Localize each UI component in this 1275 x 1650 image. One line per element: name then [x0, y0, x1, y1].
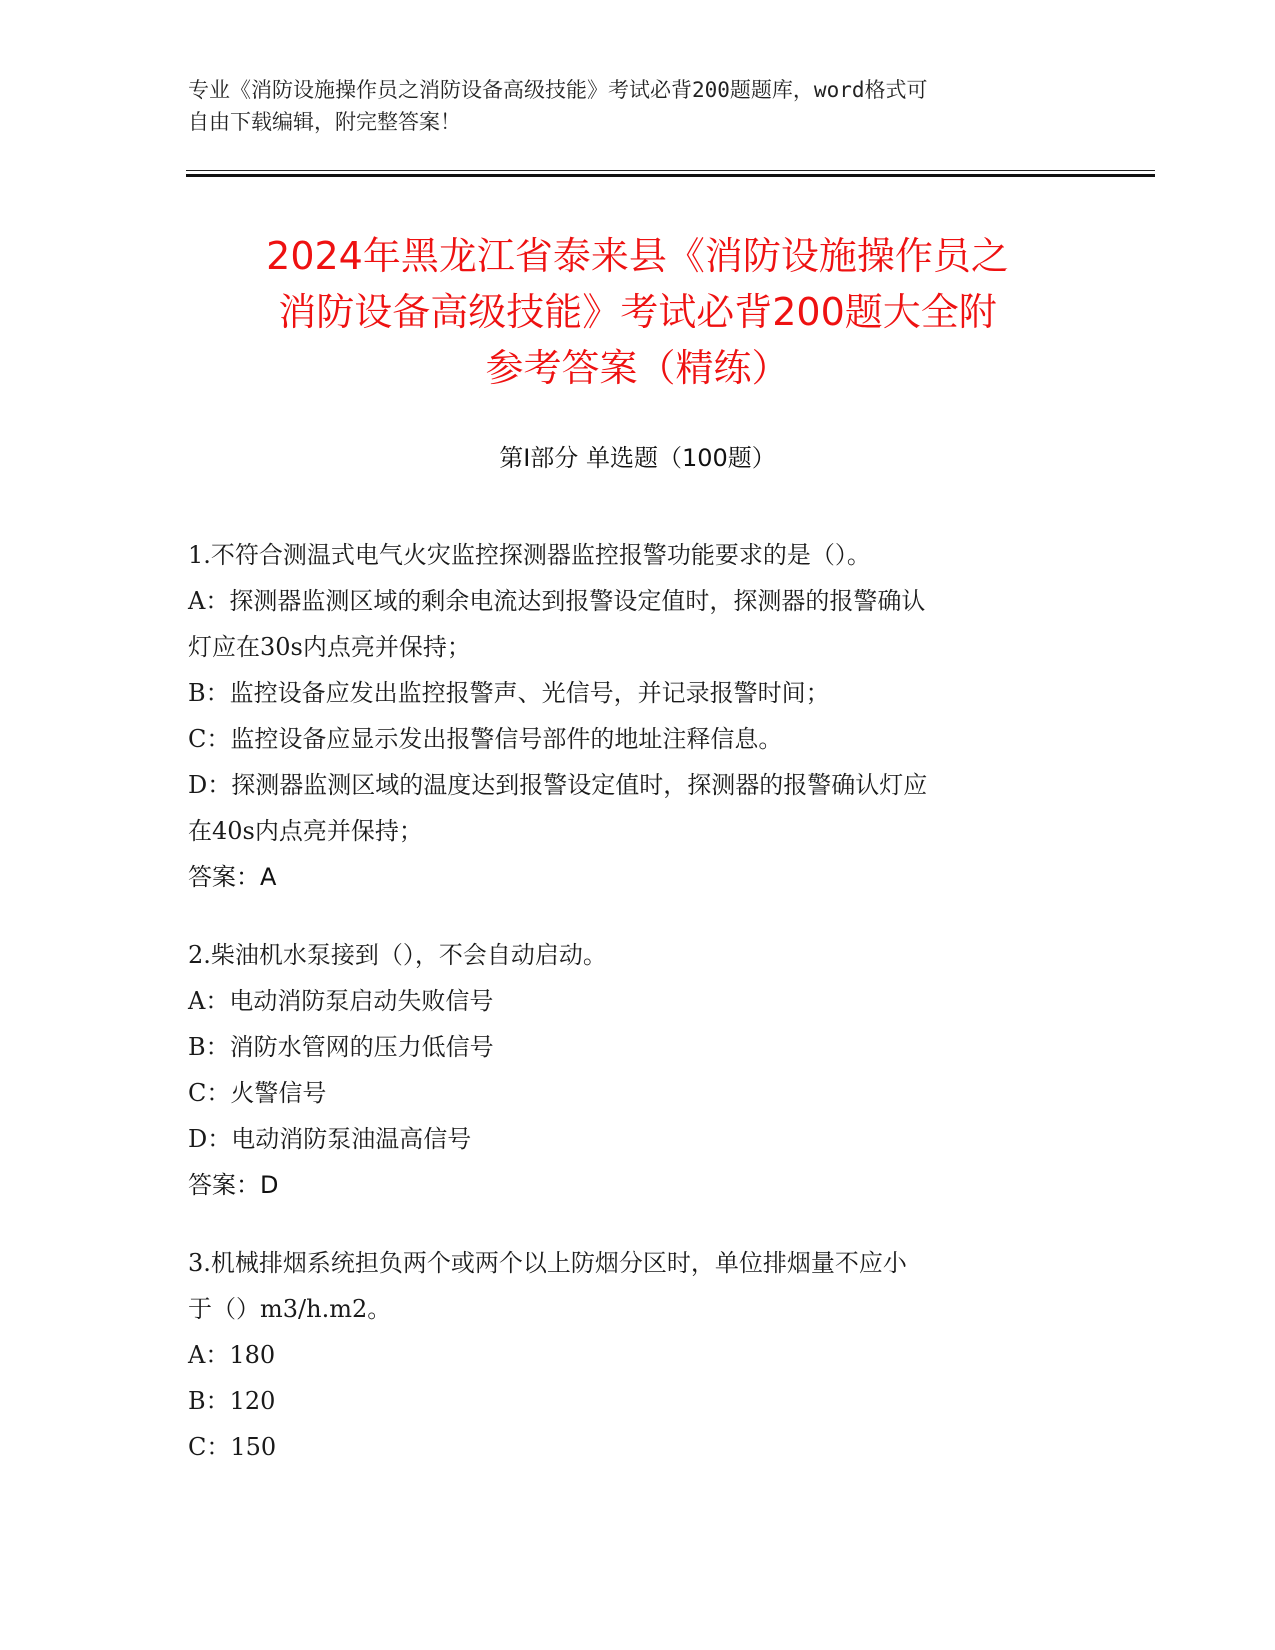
header-note: [188, 74, 1068, 138]
header-divider-thick: [186, 174, 1155, 177]
question-1: [188, 532, 1088, 900]
option-a: A：电动消防泵启动失败信号: [188, 987, 494, 1015]
option-c: C：监控设备应显示发出报警信号部件的地址注释信息。: [188, 725, 783, 753]
option-c: C：火警信号: [188, 1079, 327, 1107]
option-b: B：120: [188, 1387, 276, 1415]
document-title-line-3: 参考答案（精练）: [485, 346, 790, 390]
question-stem-continued: 于（）m3/h.m2。: [188, 1295, 392, 1323]
option-d-continued: 在40s内点亮并保持；: [188, 817, 423, 845]
question-stem: 1.不符合测温式电气火灾监控探测器监控报警功能要求的是（）。: [188, 541, 871, 569]
option-a: A：探测器监测区域的剩余电流达到报警设定值时，探测器的报警确认: [188, 587, 926, 615]
section-heading: 第Ⅰ部分 单选题（100题）: [499, 444, 776, 472]
answer-line: 答案：D: [188, 1171, 279, 1199]
header-note-line-1: 专业《消防设施操作员之消防设备高级技能》考试必背200题题库，word格式可: [188, 78, 928, 102]
question-stem: 2.柴油机水泵接到（），不会自动启动。: [188, 941, 607, 969]
option-d: D：探测器监测区域的温度达到报警设定值时，探测器的报警确认灯应: [188, 771, 928, 799]
option-b: B：消防水管网的压力低信号: [188, 1033, 494, 1061]
option-a-continued: 灯应在30s内点亮并保持；: [188, 633, 471, 661]
header-divider-thin: [186, 170, 1155, 171]
document-title: [150, 228, 1125, 396]
option-b: B：监控设备应发出监控报警声、光信号，并记录报警时间；: [188, 679, 830, 707]
option-c: C：150: [188, 1433, 277, 1461]
option-d: D：电动消防泵油温高信号: [188, 1125, 472, 1153]
option-a: A：180: [188, 1341, 276, 1369]
header-note-line-2: 自由下载编辑，附完整答案！: [188, 110, 461, 134]
question-2: [188, 932, 1088, 1208]
document-title-line-2: 消防设备高级技能》考试必背200题大全附: [278, 290, 997, 334]
question-list: [188, 532, 1088, 1502]
document-title-line-1: 2024年黑龙江省泰来县《消防设施操作员之: [266, 234, 1009, 278]
question-3: [188, 1240, 1088, 1470]
answer-line: 答案：A: [188, 863, 277, 891]
question-stem: 3.机械排烟系统担负两个或两个以上防烟分区时，单位排烟量不应小: [188, 1249, 907, 1277]
